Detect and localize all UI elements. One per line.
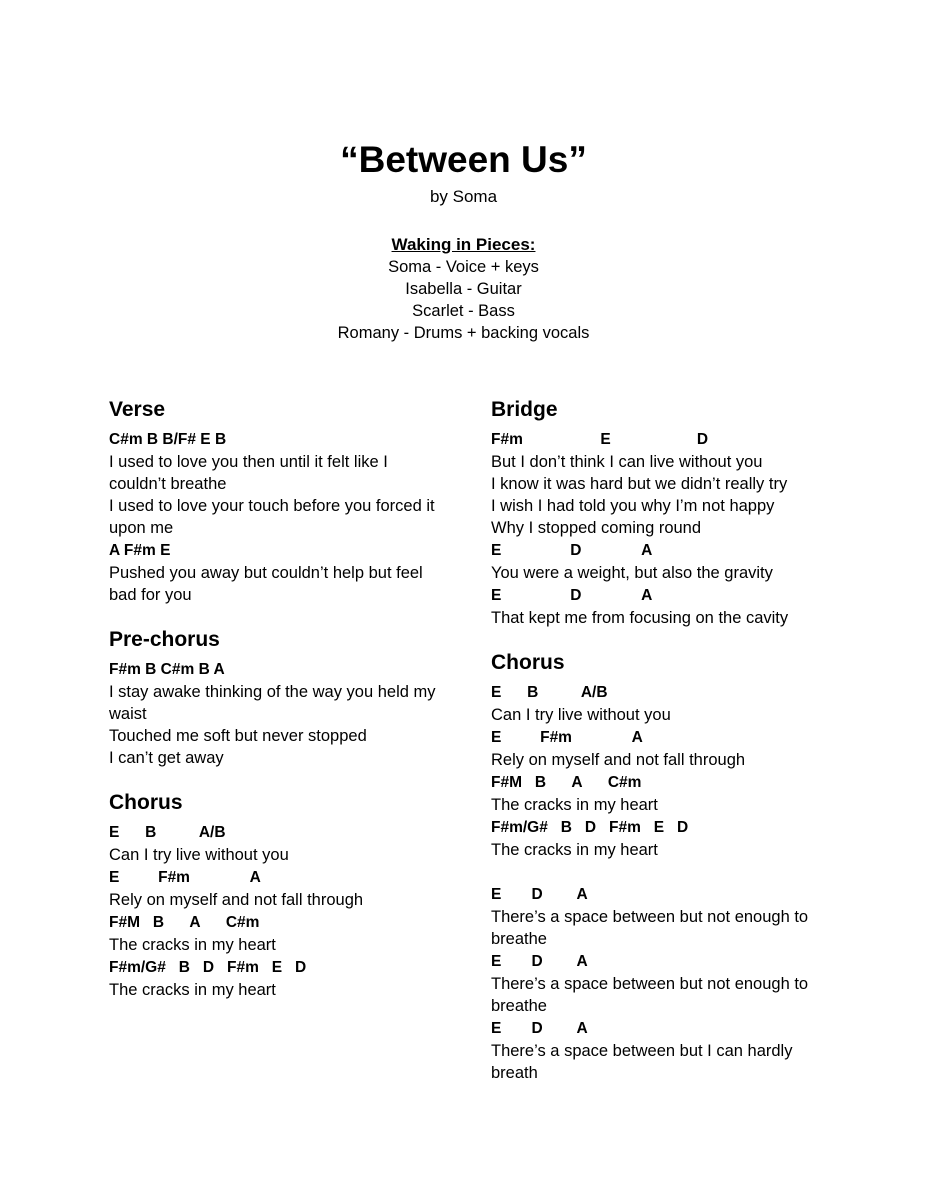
section-chorus (109, 789, 449, 1001)
lyric-line: But I don’t think I can live without you (491, 453, 763, 471)
chord-line: A F#m E (109, 542, 171, 559)
chord-line: E D A (491, 587, 653, 604)
section-bridge (491, 396, 831, 629)
lyric-line: There’s a space between but I can hardly breath (491, 1042, 798, 1082)
chord-line: E D A (491, 953, 588, 970)
band-member: Romany - Drums + backing vocals (337, 324, 590, 342)
chord-line: E F#m A (109, 869, 261, 886)
chord-line: F#M B A C#m (109, 914, 260, 931)
chord-line: C#m B B/F# E B (109, 431, 227, 448)
section-heading: Pre-chorus (109, 628, 220, 651)
lyric-line: Touched me soft but never stopped (109, 727, 367, 745)
chord-line: F#m B C#m B A (109, 661, 225, 678)
lyric-line: The cracks in my heart (109, 936, 276, 954)
chord-line: E D A (491, 886, 588, 903)
chord-line: F#M B A C#m (491, 774, 642, 791)
lyric-line: Why I stopped coming round (491, 519, 702, 537)
lyric-line: There’s a space between but not enough to breathe (491, 908, 813, 948)
band-member: Scarlet - Bass (412, 302, 515, 320)
lyric-line: Rely on myself and not fall through (491, 751, 746, 769)
right-column (491, 396, 831, 1104)
chord-line: E B A/B (109, 824, 226, 841)
section-heading: Verse (109, 398, 166, 421)
section-chorus-repeat (491, 649, 831, 1084)
lyric-line: Rely on myself and not fall through (109, 891, 364, 909)
section-prechorus (109, 626, 449, 769)
lyric-line: Can I try live without you (491, 706, 671, 724)
song-byline: by Soma (429, 187, 498, 206)
lyric-line: I stay awake thinking of the way you held my waist (109, 683, 441, 723)
left-column (109, 396, 449, 1021)
lyric-line: I used to love your touch before you forced it upon me (109, 497, 440, 537)
lyric-line: You were a weight, but also the gravity (491, 564, 773, 582)
chord-line: F#m/G# B D F#m E D (109, 959, 307, 976)
band-member: Isabella - Guitar (405, 280, 522, 298)
lyric-line: I know it was hard but we didn’t really try (491, 475, 788, 493)
band-member: Soma - Voice + keys (388, 258, 539, 276)
song-title: “Between Us” (340, 139, 587, 180)
band-block (0, 234, 927, 344)
lyric-line: I wish I had told you why I’m not happy (491, 497, 775, 515)
lyric-line: Can I try live without you (109, 846, 289, 864)
chord-line: E D A (491, 542, 653, 559)
chord-line: E B A/B (491, 684, 608, 701)
lyric-line: The cracks in my heart (491, 841, 658, 859)
section-verse (109, 396, 449, 606)
lyric-line: That kept me from focusing on the cavity (491, 609, 789, 627)
chord-line: F#m E D (491, 431, 709, 448)
lyric-line: The cracks in my heart (109, 981, 276, 999)
section-heading: Chorus (491, 651, 565, 674)
section-heading: Chorus (109, 791, 183, 814)
chord-line: E D A (491, 1020, 588, 1037)
lyric-line: I used to love you then until it felt like I couldn’t breathe (109, 453, 393, 493)
lyric-line: There’s a space between but not enough to breathe (491, 975, 813, 1015)
stanza-spacer (491, 861, 831, 883)
lyric-line: I can’t get away (109, 749, 224, 767)
chord-line: F#m/G# B D F#m E D (491, 819, 689, 836)
band-name: Waking in Pieces: (391, 235, 536, 254)
song-header (0, 138, 927, 344)
lyric-line: The cracks in my heart (491, 796, 658, 814)
section-heading: Bridge (491, 398, 558, 421)
chord-line: E F#m A (491, 729, 643, 746)
lyric-line: Pushed you away but couldn’t help but feel bad for you (109, 564, 428, 604)
